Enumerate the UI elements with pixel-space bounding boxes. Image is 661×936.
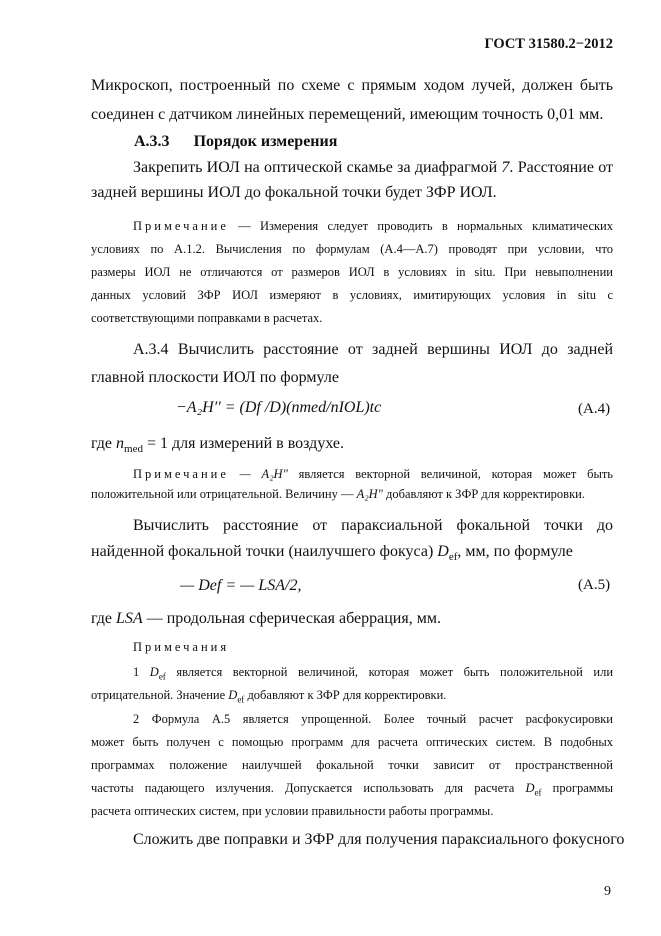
note-line: частоты падающего излучения. Допускается использовать для расчета $D_{ef}$ программы [91, 781, 613, 798]
note-line: Примечание — Измерения следует проводить в нормальных климатических [133, 219, 614, 233]
note-label: Примечание [133, 467, 229, 481]
note-line: условиях по А.1.2. Вычисления по формулам (А.4—А.7) проводят при условии, что [91, 242, 613, 256]
note-line: соответствующими поправками в расчетах. [91, 311, 323, 325]
paragraph-line: главной плоскости ИОЛ по формуле [91, 369, 339, 386]
section-number: А.3.3 [134, 133, 170, 150]
equation-number: (А.5) [578, 577, 611, 593]
paragraph-line: соединен с датчиком линейных перемещений, имеющим точность 0,01 мм. [91, 106, 604, 123]
document-code: ГОСТ 31580.2−2012 [484, 36, 613, 52]
paragraph-line: Вычислить расстояние от параксиальной фокальной точки до [133, 517, 613, 534]
paragraph-line: найденной фокальной точки (наилучшего фокуса) $D_{ef}$, мм, по формуле [91, 543, 573, 564]
paragraph-line: А.3.4 Вычислить расстояние от задней вершины ИОЛ до задней [133, 341, 613, 358]
paragraph-line: Закрепить ИОЛ на оптической скамье за диафрагмой 7. Расстояние от [133, 159, 614, 176]
note-line: Примечание — A₂H" является векторной величиной, которая может быть [133, 467, 614, 481]
paragraph-line: где $n_{med} = 1$ для измерений в воздухе. [91, 435, 345, 456]
note-line: может быть получен с помощью программ для расчета оптических систем. В подобных [91, 735, 613, 749]
equation-a4: −A₂H′′ = (Df /D)(nmed/nIOL)tc [176, 399, 382, 416]
section-title: Порядок измерения [193, 133, 338, 150]
paragraph-line: Сложить две поправки и ЗФР для получения параксиального фокусного [133, 831, 625, 848]
paragraph-line: где LSA — продольная сферическая аберрация, мм. [91, 610, 441, 627]
paragraph-line: Микроскоп, построенный по схеме с прямым ходом лучей, должен быть [91, 77, 613, 94]
equation-number: (А.4) [578, 401, 611, 417]
note-line: отрицательной. Значение $D_{ef}$ добавляют к ЗФР для корректировки. [91, 688, 447, 705]
note-line: данных условий ЗФР ИОЛ измеряют в условиях, имитирующих условия in situ с [91, 288, 613, 302]
note-line: 2 Формула А.5 является упрощенной. Более точный расчет расфокусировки [133, 712, 613, 726]
page-number: 9 [604, 884, 611, 899]
note-line: положительной или отрицательной. Величину — A₂H" добавляют к ЗФР для корректировки. [91, 487, 585, 501]
notes-label: Примечания [133, 640, 230, 654]
note-line: 1 $D_{ef}$ является векторной величиной, которая может быть положительной или [133, 665, 614, 682]
section-heading [134, 134, 337, 150]
note-line: программах положение наилучшей фокальной точки зависит от пространственной [91, 758, 613, 772]
note-line: размеры ИОЛ не отличаются от размеров ИОЛ в условиях in situ. При невыполнении [91, 265, 613, 279]
note-label: Примечание [133, 219, 229, 233]
equation-a5: — Def = — LSA/2, [180, 577, 302, 594]
note-line: расчета оптических систем, при условии правильности работы программы. [91, 804, 494, 818]
paragraph-line: задней вершины ИОЛ до фокальной точки будет ЗФР ИОЛ. [91, 184, 497, 201]
